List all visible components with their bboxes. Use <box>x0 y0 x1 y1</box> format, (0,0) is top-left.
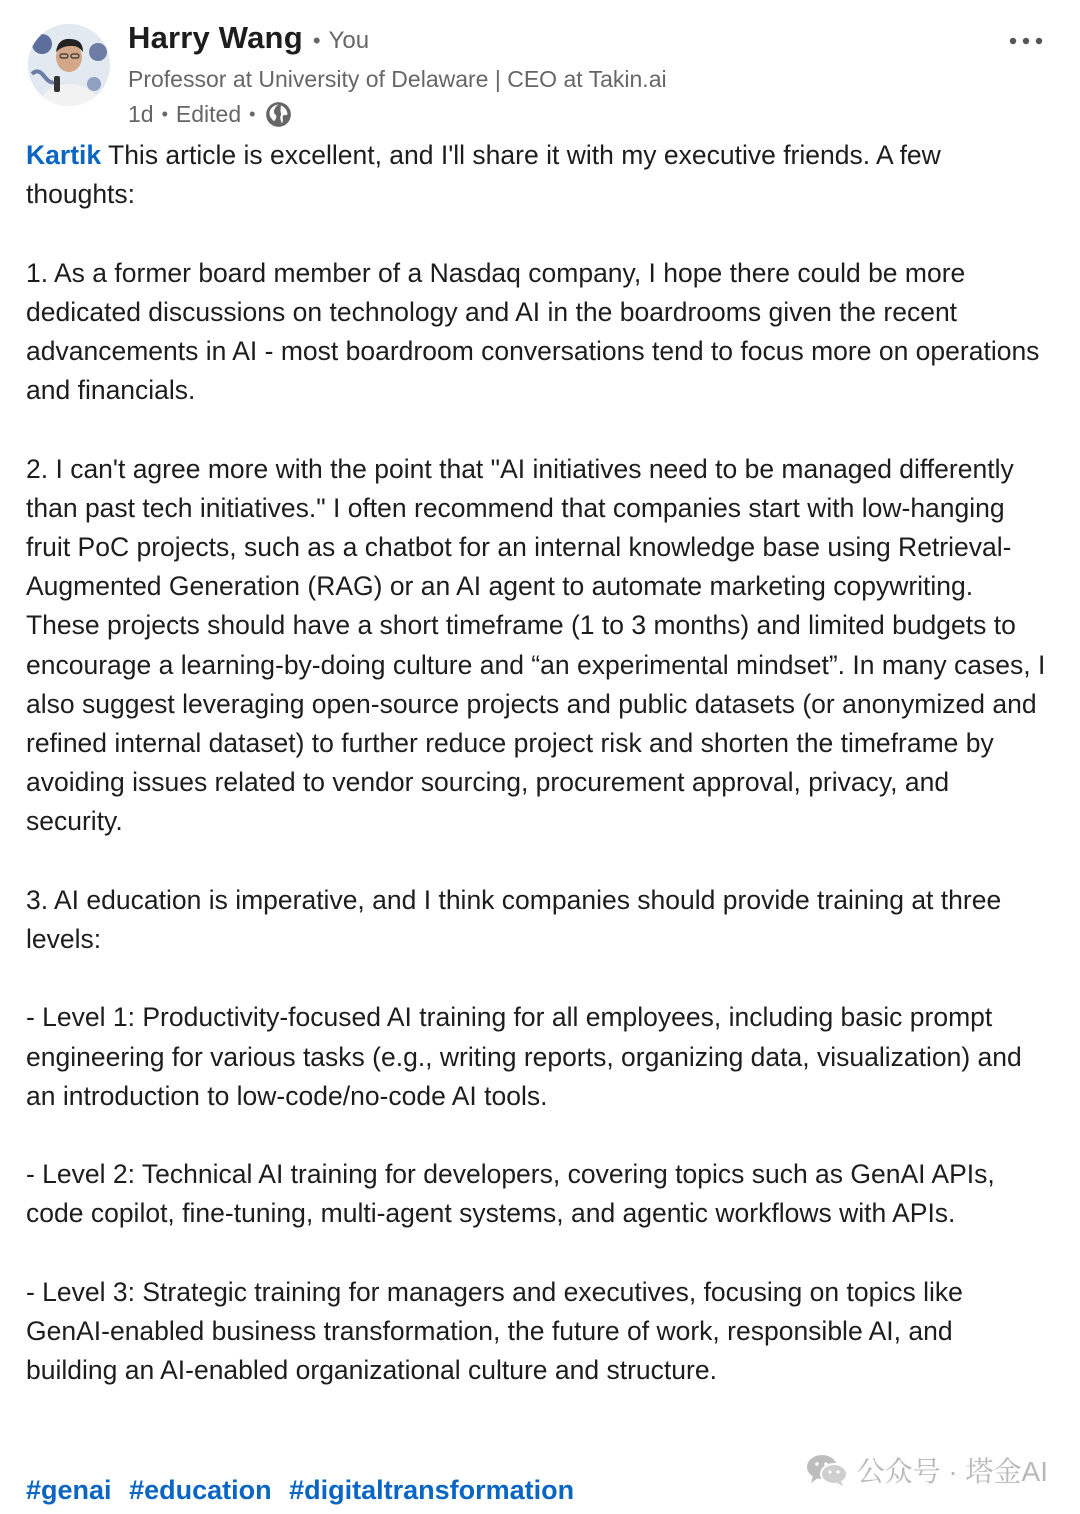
intro-text: This article is excellent, and I'll share it with my executive friends. A few thoughts: <box>26 140 941 210</box>
post-point-1: 1. As a former board member of a Nasdaq company, I hope there could be more dedicated discussions on technology and AI in the boardrooms given the recent advancements in AI - most boardroom conversations tend to focus more on operations and financials. <box>26 257 1040 406</box>
post-intro <box>26 136 1046 214</box>
post-time: 1d <box>128 101 154 127</box>
watermark-text: 公众号 · 塔金AI <box>856 1456 1048 1487</box>
hashtag-link[interactable]: #digitaltransformation <box>289 1475 575 1505</box>
author-avatar[interactable] <box>28 24 110 106</box>
you-badge: You <box>328 27 370 54</box>
more-horizontal-icon <box>1009 37 1043 45</box>
hashtag-link[interactable]: #education <box>129 1475 272 1505</box>
author-name-line <box>128 20 667 60</box>
separator-dot: • <box>249 104 256 124</box>
separator-dot: • <box>161 104 168 124</box>
author-info <box>128 20 667 128</box>
post-level-2: - Level 2: Technical AI training for developers, covering topics such as GenAI APIs, code copilot, fine-tuning, multi-agent systems, and agentic workflows with APIs. <box>26 1159 995 1229</box>
watermark <box>805 1450 1048 1490</box>
more-options-button[interactable] <box>1004 26 1048 56</box>
post-level-3: - Level 3: Strategic training for managers and executives, focusing on topics like GenAI-enabled business transformation, the future of work, responsible AI, and building an AI-enabled organizational culture and structure. <box>26 1276 963 1386</box>
separator-dot: • <box>312 28 321 53</box>
post-point-2: 2. I can't agree more with the point that "AI initiatives need to be managed differently than past tech initiatives." I often recommend that companies start with low-hanging fruit PoC projects, such as a chatbot for an internal knowledge base using Retrieval-Augmented Generation (RAG) or an AI agent to automate marketing copywriting. These projects should have a short timeframe (1 to 3 months) and limited budgets to encourage a learning-by-doing culture and “an experimental mindset”. In many cases, I also suggest leveraging open-source projects and public datasets (or anonymized and refined internal dataset) to further reduce project risk and shorten the timeframe by avoiding issues related to vendor sourcing, procurement approval, privacy, and security. <box>26 453 1046 837</box>
hashtag-link[interactable]: #genai <box>26 1475 112 1505</box>
globe-icon <box>265 101 292 128</box>
post-point-3: 3. AI education is imperative, and I think companies should provide training at three levels: <box>26 884 1002 955</box>
post-body <box>26 136 1046 1430</box>
post-level-1: - Level 1: Productivity-focused AI training for all employees, including basic prompt engineering for various tasks (e.g., writing reports, organizing data, visualization) and an introduction to low-code/no-code AI tools. <box>26 1002 1022 1111</box>
author-name[interactable]: Harry Wang <box>128 20 303 55</box>
edited-label: Edited <box>175 101 242 127</box>
wechat-icon <box>805 1452 849 1488</box>
mention-link[interactable]: Kartik <box>26 140 102 170</box>
post-header <box>28 20 1058 127</box>
post-meta <box>128 101 667 128</box>
avatar-photo <box>28 24 110 106</box>
hashtag-list <box>26 1470 584 1510</box>
author-headline: Professor at University of Delaware | CEO at Takin.ai <box>128 66 667 92</box>
